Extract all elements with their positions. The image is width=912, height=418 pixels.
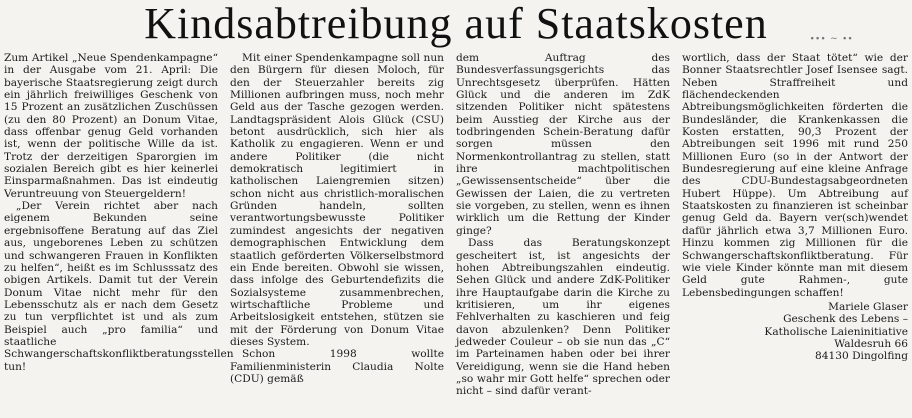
paragraph: wortlich, dass der Staat tötet“ wie der Bonner Staatsrechtler Josef Isensee sagt. Neben Straffreiheit und flächendeckenden Abtreibungsmöglichkeiten förderten die Bundesländer, die Krankenkassen die Kosten erstatten, 90,3 Prozent der Abtreibungen seit 1996 mit rund 250 Millionen Euro (so in der Antwort der Bundesregierung auf eine kleine Anfrage des CDU-Bundestagsabgeordneten Hubert Hüppe). Um Abtreibung auf Staatskosten zu finanzieren ist scheinbar genug Geld da. Bayern ver(sch)wendet dafür jährlich etwa 3,7 Millionen Euro. Hinzu kommen zig Millionen für die Schwangerschaftskonfliktberatung. Für wie viele Kinder könnte man mit diesem Geld gute Rahmen-, gute Lebensbedingungen schaffen! [682, 52, 908, 299]
postal-city: 84130 Dingolfing [815, 350, 908, 363]
paragraph: Zum Artikel „Neue Spendenkampagne“ in der Ausgabe vom 21. April: Die bayerische Staatsregierung zeigt durch ein jährlich freiwilliges Geschenk von 15 Prozent an zusätzlichen Zuschüssen (zu den 80 Prozent) an Donum Vitae, dass offenbar genug Geld vorhanden ist, wenn der politische Wille da ist. Trotz der derzeitigen Sparorgien im sozialen Bereich gibt es hier keinerlei Einsparmaßnahmen. Das ist eindeutig Veruntreuung von Steuergeldern! [4, 52, 218, 200]
paragraph: „Der Verein richtet aber nach eigenem Bekunden seine ergebnisoffene Beratung auf das Ziel aus, ungeborenes Leben zu schützen und schwangeren Frauen in Konflikten zu helfen“, heißt es im Schlusssatz des obigen Artikels. Damit tut der Verein Donum Vitae nicht mehr für den Lebensschutz als er nach dem Gesetz zu tun verpflichtet ist und als zum Beispiel auch „pro familia“ und staatliche Schwangerschaftskonfliktberatungsstellen tun! [4, 200, 234, 373]
paragraph: Mit einer Spendenkampagne soll nun den Bürgern für diesen Moloch, für den der Steuerzahler bereits zig Millionen aufbringen muss, noch mehr Geld aus der Tasche gezogen werden. Landtagspräsident Alois Glück (CSU) betont ausdrücklich, sich hier als Katholik zu engagieren. Wenn er und andere Politiker (die nicht demokratisch legitimiert in katholischen Laiengremien sitzen) schon nicht aus christlich-moralischen Gründen handeln, sollten verantwortungsbewusste Politiker zumindest angesichts der negativen demographischen Entwicklung dem staatlich geförderten Völkerselbstmord ein Ende bereiten. Obwohl sie wissen, dass infolge des Geburtendefizits die Sozialsysteme zusammenbrechen, wirtschaftliche Probleme und Arbeitslosigkeit entstehen, stützen sie mit der Förderung von Donum Vitae dieses System. [230, 52, 444, 348]
column-3 [456, 52, 670, 398]
column-1 [4, 52, 234, 373]
headline: Kindsabtreibung auf Staatskosten [144, 0, 768, 48]
column-2 [230, 52, 444, 385]
paragraph: Schon 1998 wollte Familienministerin Claudia Nolte (CDU) gemäß [230, 348, 444, 385]
handwritten-mark: ∙∙∙ ~ ∙∙ [810, 34, 854, 44]
author-name: Mariele Glaser [828, 300, 908, 313]
street-address: Waldesruh 66 [834, 337, 908, 350]
paragraph: Dass das Beratungskonzept gescheitert ist, ist angesichts der hohen Abtreibungszahlen eindeutig. Sehen Glück und andere ZdK-Politiker ihre Hauptaufgabe darin die Kirche zu kritisieren, um ihr eigenes Fehlverhalten zu kaschieren und feig davon abzulenken? Denn Politiker jedweder Couleur – ob sie nun das „C“ im Parteinamen haben oder bei ihrer Vereidigung, wenn sie die Hand heben „so wahr mir Gott helfe“ sprechen oder nicht – sind dafür verant- [456, 237, 670, 398]
signature-block [682, 301, 908, 363]
paragraph: dem Auftrag des Bundesverfassungsgerichts das Unrechtsgesetz überprüfen. Hätten Glück und die anderen im ZdK sitzenden Politiker nicht spätestens beim Ausstieg der Kirche aus der todbringenden Schein-Beratung dafür sorgen müssen den Normenkontrollantrag zu stellen, statt ihre machtpolitischen „Gewissensentscheide“ über die Gewissen der Laien, die zu vertreten sie vorgeben, zu stellen, wenn es ihnen wirklich um die Rettung der Kinder ginge? [456, 52, 670, 237]
organization-line: Katholische Laieninitiative [764, 325, 908, 338]
column-4 [682, 52, 908, 363]
organization-line: Geschenk des Lebens – [783, 313, 908, 326]
